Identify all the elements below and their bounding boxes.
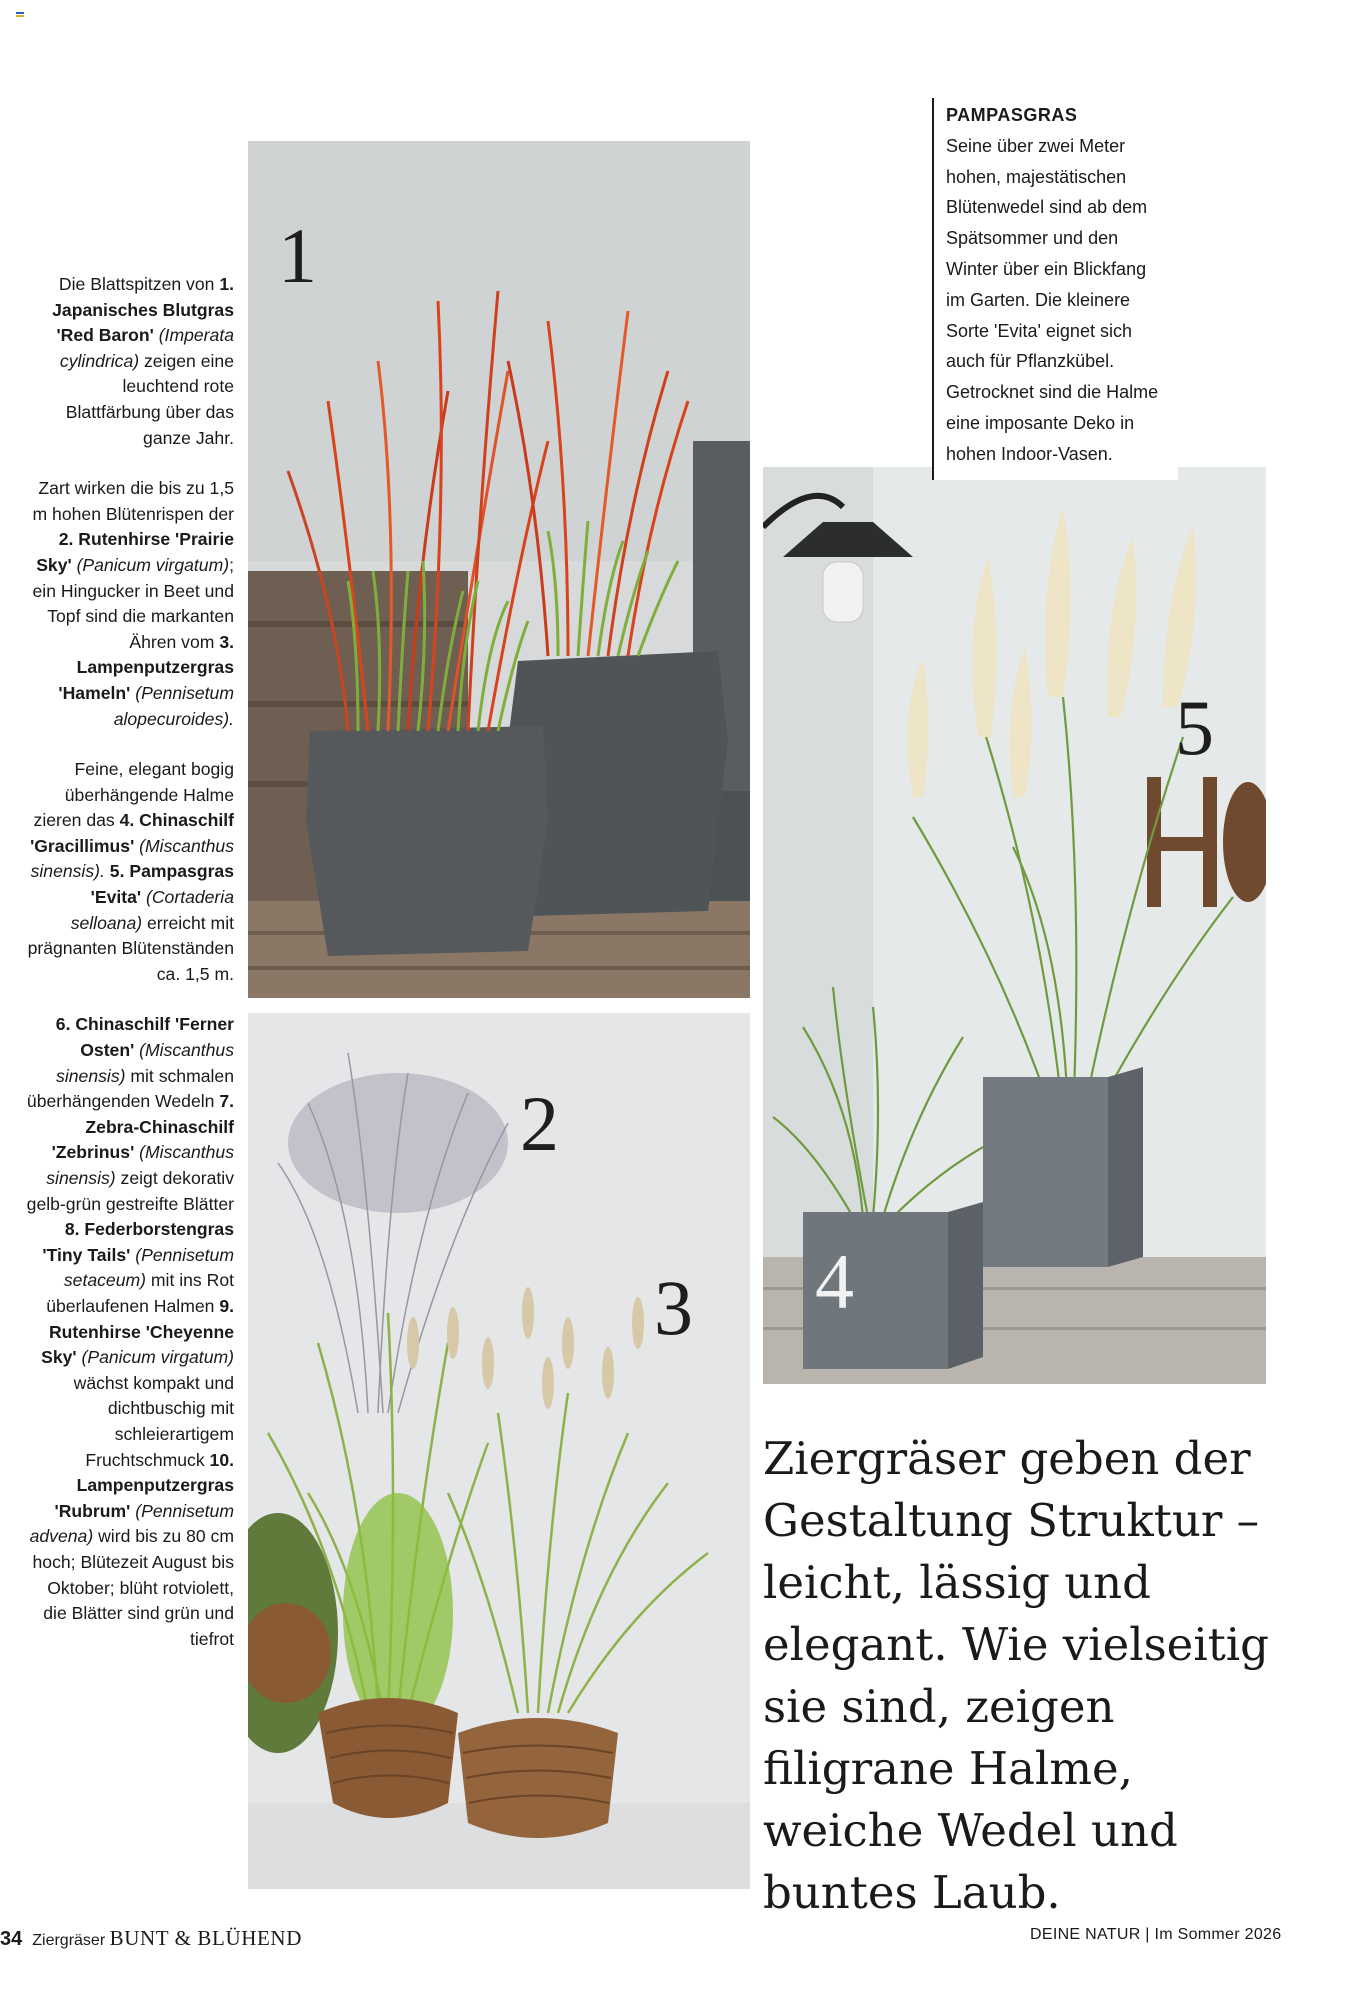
description-text: Die Blattspitzen von — [58, 274, 220, 294]
botanical-name: (Pennisetum setaceum) — [63, 1244, 234, 1291]
footer-left — [0, 1926, 302, 1951]
photo-number: 2 — [520, 1080, 559, 1167]
photo-number: 1 — [278, 212, 317, 299]
description-text: wächst kompakt und dichtbuschig mit schleierartigem Fruchtschmuck — [73, 1372, 234, 1470]
botanical-name: (Imperata cylindrica) — [59, 325, 234, 371]
description-paragraph — [24, 476, 234, 732]
description-text: mit ins Rot überlaufenen Halmen — [46, 1270, 234, 1316]
section-name: Ziergräser — [32, 1932, 106, 1949]
botanical-name: (Pennisetum advena) — [29, 1500, 234, 1547]
plant-name: 8. Federborstengras 'Tiny Tails' — [42, 1219, 234, 1265]
pull-quote: Ziergräser geben der Gestaltung Struktur – leicht, lässig und elegant. Wie vielseitig sie sind, zeigen filigrane Halme, weiche Wedel und buntes Laub. — [763, 1432, 1269, 1919]
botanical-name: (Miscanthus sinensis) — [56, 1040, 234, 1086]
pampas-info-box — [932, 98, 1178, 480]
description-text: zeigt dekorativ gelb-grün gestreifte Blätter — [26, 1168, 234, 1214]
plant-name: 10. Lampenputzergras 'Rubrum' — [54, 1449, 234, 1521]
description-text: ; ein Hingucker in Beet und Topf sind die markanten Ähren vom — [32, 554, 234, 652]
description-paragraph — [24, 272, 234, 451]
botanical-name: (Cortaderia selloana) — [70, 887, 234, 933]
description-text: Zart wirken die bis zu 1,5 m hohen Blütenrispen der — [32, 478, 234, 524]
plant-descriptions — [24, 272, 234, 1652]
corner-mark — [16, 12, 24, 18]
plant-name: 6. Chinaschilf 'Ferner Osten' — [55, 1014, 234, 1061]
plant-name: 3. Lampenputzergras 'Hameln' — [58, 631, 234, 703]
photo-wicker-grasses — [248, 1013, 750, 1889]
description-text: mit schmalen überhängenden Wedeln — [26, 1065, 234, 1112]
description-text: Feine, elegant bogig überhängende Halme zieren das — [33, 759, 234, 831]
botanical-name: (Pennisetum alopecuroides). — [113, 682, 234, 729]
photo-blutgras — [248, 141, 750, 998]
plant-name: 1. Japanisches Blutgras 'Red Baron' — [52, 274, 234, 346]
botanical-name: (Panicum virgatum) — [81, 1347, 234, 1368]
page-number: 34 — [0, 1928, 23, 1950]
description-paragraph — [24, 757, 234, 987]
description-text: zeigen eine leuchtend rote Blattfärbung über das ganze Jahr. — [65, 350, 234, 448]
section-brand: BUNT & BLÜHEND — [109, 1926, 302, 1950]
photo-number: 5 — [1175, 684, 1214, 771]
pampas-body: Seine über zwei Meter hohen, majestätischen Blütenwedel sind ab dem Spätsommer und den Winter über ein Blickfang im Garten. Die kleinere Sorte 'Evita' eignet sich auch für Pflanzkübel. Getrocknet sind die Halme eine imposante Deko in hohen Indoor-Vasen. — [946, 135, 1159, 464]
photo-number: 4 — [815, 1238, 854, 1325]
description-text: wird bis zu 80 cm hoch; Blütezeit August bis Oktober; blüht rotviolett, die Blätter sind grün und tiefrot — [32, 1526, 234, 1649]
photo-number: 3 — [654, 1264, 693, 1351]
photo-pampas-planters — [763, 467, 1266, 1384]
botanical-name: (Miscanthus sinensis) — [46, 1142, 234, 1188]
plant-name: 9. Rutenhirse 'Cheyenne Sky' — [41, 1295, 234, 1368]
botanical-name: (Miscanthus sinensis). — [30, 835, 234, 882]
plant-name: 4. Chinaschilf 'Gracillimus' — [30, 810, 234, 856]
description-text: erreicht mit prägnanten Blütenständen ca. 1,5 m. — [27, 912, 234, 984]
plant-name: 2. Rutenhirse 'Prairie Sky' — [36, 529, 234, 575]
magazine-issue: DEINE NATUR | Im Sommer 2026 — [1030, 1926, 1282, 1943]
pampas-heading: PAMPASGRAS — [946, 105, 1078, 125]
plant-name: 7. Zebra-Chinaschilf 'Zebrinus' — [51, 1091, 234, 1163]
description-paragraph — [24, 1012, 234, 1652]
plant-name: 5. Pampasgras 'Evita' — [90, 861, 234, 908]
botanical-name: (Panicum virgatum) — [76, 554, 230, 575]
